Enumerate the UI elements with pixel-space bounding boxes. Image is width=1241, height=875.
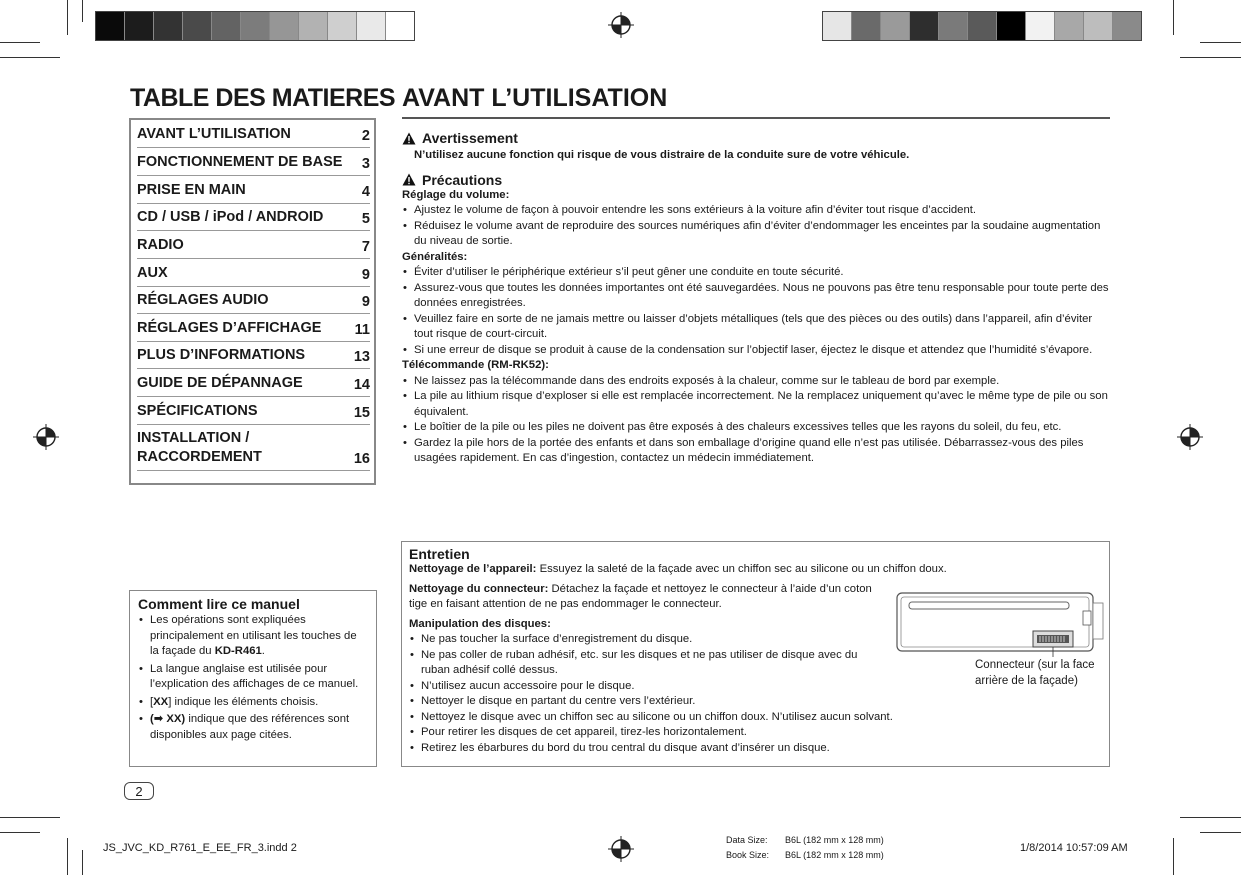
model-name: KD-R461 (214, 645, 262, 657)
list-item: • (➡ XX) indique que des références sont disponibles aux page citées. (138, 712, 368, 743)
title-divider (402, 117, 1110, 119)
list-item: • La pile au lithium risque d’exploser si elle est remplacée incorrectement. Ne la remplacez uniquement qu’avec le même type de pile ou son équivalent. (402, 389, 1112, 420)
color-swatch (183, 12, 212, 40)
precaution-section-title: Généralités: (402, 250, 468, 263)
toc-item-page: 14 (353, 377, 370, 393)
list-item: • Gardez la pile hors de la portée des enfants et dans son emballage d’origine quand elle n’est pas utilisée. Débarrassez-vous des piles usagées rapidement. En cas d’ingestion, contactez un médecin immédiatement. (402, 436, 1112, 467)
color-swatch (212, 12, 241, 40)
toc-item[interactable] (137, 150, 370, 176)
color-swatch (1026, 12, 1055, 40)
color-swatch (1113, 12, 1141, 40)
color-swatch (328, 12, 357, 40)
list-item: • Les opérations sont expliquées principalement en utilisant les touches de la façade du KD-R461. (138, 613, 368, 660)
footer-timestamp: 1/8/2014 10:57:09 AM (1020, 842, 1128, 854)
list-item: • Ajustez le volume de façon à pouvoir entendre les sons extérieurs à la voiture afin d’éviter tout risque d’accident. (402, 203, 1112, 219)
toc-item-label: PRISE EN MAIN (137, 182, 246, 198)
toc-item-label: RADIO (137, 237, 184, 253)
precaution-section-title: Télécommande (RM-RK52): (402, 359, 549, 371)
color-swatch (386, 12, 414, 40)
toc-list (129, 118, 376, 485)
color-swatch (1084, 12, 1113, 40)
color-swatch (939, 12, 968, 40)
toc-item[interactable] (137, 343, 370, 369)
maintenance-title: Entretien (409, 546, 470, 562)
list-item: • Nettoyer le disque en partant du centre vers l’extérieur. (409, 694, 1102, 710)
footer-book-size-label: Book Size: (726, 850, 770, 860)
how-to-read-box (129, 590, 377, 767)
connector-cleaning: Nettoyage du connecteur: Détachez la façade et nettoyez le connecteur à l’aide d’un coton tige en faisant attention de ne pas endommager le connecteur. (409, 582, 872, 610)
list-item: • Ne laissez pas la télécommande dans des endroits exposés à la chaleur, comme sur le tableau de bord par exemple. (402, 374, 1112, 390)
toc-item-page: 2 (361, 128, 370, 144)
toc-item[interactable] (137, 316, 370, 342)
toc-item[interactable] (137, 427, 370, 471)
device-cleaning: Nettoyage de l’appareil: Essuyez la saleté de la façade avec un chiffon sec au silicone ou un chiffon doux. (409, 563, 947, 575)
toc-item[interactable] (137, 178, 370, 204)
discs-title: Manipulation des disques: (409, 617, 551, 630)
toc-item-label: FONCTIONNEMENT DE BASE (137, 154, 343, 170)
warning-text: N’utilisez aucune fonction qui risque de vous distraire de la conduite sure de votre véhicule. (414, 149, 910, 161)
color-swatch (154, 12, 183, 40)
list-item: • Pour retirer les disques de cet appareil, tirez-les horizontalement. (409, 725, 1102, 741)
how-to-title: Comment lire ce manuel (138, 596, 300, 612)
registration-mark-icon (1177, 424, 1203, 450)
list-item: • Le boîtier de la pile ou les piles ne doivent pas être exposés à des chaleurs excessives telles que les rayons du soleil, du feu, etc. (402, 420, 1112, 436)
toc-item-label: SPÉCIFICATIONS (137, 403, 258, 419)
warning-triangle-icon (402, 173, 416, 186)
list-item: • La langue anglaise est utilisée pour l’explication des affichages de ce manuel. (138, 662, 368, 693)
list-item: • Assurez-vous que toutes les données importantes ont été sauvegardées. Nous ne pouvons pas être tenu responsable pour toute perte des données enregistrées. (402, 281, 1112, 312)
color-swatch (881, 12, 910, 40)
toc-item-page: 15 (353, 405, 370, 421)
color-bar-left (95, 11, 415, 41)
maintenance-box (401, 541, 1110, 767)
list-item: • Réduisez le volume avant de reproduire des sources numériques afin d’éviter d’endommager les enceintes par la soudaine augmentation du niveau de sortie. (402, 219, 1112, 250)
footer-filename: JS_JVC_KD_R761_E_EE_FR_3.indd 2 (103, 842, 297, 854)
page-title: AVANT L’UTILISATION (402, 84, 668, 112)
toc-item-page: 9 (361, 267, 370, 283)
toc-item-label: RÉGLAGES D’AFFICHAGE (137, 320, 322, 336)
toc-item[interactable] (137, 122, 370, 148)
list-item: • Ne pas toucher la surface d’enregistrement du disque. (409, 632, 1102, 648)
warning-section (402, 130, 1112, 467)
registration-mark-icon (608, 836, 634, 862)
toc-item-page: 16 (353, 451, 370, 467)
color-swatch (96, 12, 125, 40)
list-item: • Veuillez faire en sorte de ne jamais mettre ou laisser d’objets métalliques (tels que des pièces ou des outils) dans l’appareil, afin d’éviter tout risque de court-circuit. (402, 312, 1112, 343)
toc-title: TABLE DES MATIERES (130, 84, 396, 112)
footer-data-size-value: B6L (182 mm x 128 mm) (785, 835, 884, 845)
toc-item-label: INSTALLATION / RACCORDEMENT (137, 430, 262, 465)
list-item: • N’utilisez aucun accessoire pour le disque. (409, 679, 1102, 695)
color-swatch (852, 12, 881, 40)
color-bar-right (822, 11, 1142, 41)
color-swatch (125, 12, 154, 40)
registration-mark-icon (33, 424, 59, 450)
color-swatch (241, 12, 270, 40)
toc-item[interactable] (137, 371, 370, 397)
faceplate-illustration (895, 589, 1107, 659)
toc-item-page: 11 (354, 322, 370, 338)
toc-item-page: 9 (361, 294, 370, 310)
list-item: • [XX] indique les éléments choisis. (138, 695, 368, 711)
precautions-heading: Précautions (422, 171, 503, 188)
color-swatch (299, 12, 328, 40)
color-swatch (270, 12, 299, 40)
toc-item-page: 7 (361, 239, 370, 255)
precautions-list (402, 188, 1112, 467)
list-item: • Éviter d’utiliser le périphérique extérieur s’il peut gêner une conduite en toute sécurité. (402, 265, 1112, 281)
toc-item-page: 4 (361, 184, 370, 200)
list-item: • Retirez les ébarbures du bord du trou central du disque avant d’insérer un disque. (409, 741, 1102, 757)
precaution-section-title: Réglage du volume: (402, 188, 510, 201)
color-swatch (357, 12, 386, 40)
toc-item-page: 5 (361, 211, 370, 227)
toc-item-label: PLUS D’INFORMATIONS (137, 347, 306, 363)
color-swatch (1055, 12, 1084, 40)
color-swatch (968, 12, 997, 40)
toc-item-page: 13 (353, 349, 370, 365)
toc-item-label: GUIDE DE DÉPANNAGE (137, 375, 303, 391)
footer-data-size-label: Data Size: (726, 835, 768, 845)
color-swatch (823, 12, 852, 40)
toc-item[interactable] (137, 261, 370, 287)
toc-item-label: RÉGLAGES AUDIO (137, 292, 269, 308)
connector-caption: Connecteur (sur la face arrière de la façade) (975, 659, 1095, 687)
toc-item-label: CD / USB / iPod / ANDROID (137, 209, 324, 225)
footer-book-size-value: B6L (182 mm x 128 mm) (785, 850, 884, 860)
toc-item-label: AVANT L’UTILISATION (137, 126, 291, 142)
registration-mark-icon (608, 12, 634, 38)
toc-item[interactable] (137, 399, 370, 425)
list-item: • Si une erreur de disque se produit à cause de la condensation sur l’objectif laser, éjectez le disque et attendez que l’humidité s’évapore. (402, 343, 1112, 359)
toc-item-label: AUX (137, 265, 168, 281)
list-item: • Nettoyez le disque avec un chiffon sec au silicone ou un chiffon doux. N’utilisez aucun solvant. (409, 710, 1102, 726)
warning-heading: Avertissement (422, 130, 518, 146)
warning-triangle-icon (402, 132, 416, 145)
toc-item-page: 3 (361, 156, 370, 172)
toc-item[interactable] (137, 288, 370, 314)
color-swatch (997, 12, 1026, 40)
toc-item[interactable] (137, 205, 370, 231)
list-item: • Ne pas coller de ruban adhésif, etc. sur les disques et ne pas utiliser de disque avec du ruban adhésif collé dessus. (409, 648, 883, 679)
toc-item[interactable] (137, 233, 370, 259)
color-swatch (910, 12, 939, 40)
page-number: 2 (124, 782, 154, 800)
